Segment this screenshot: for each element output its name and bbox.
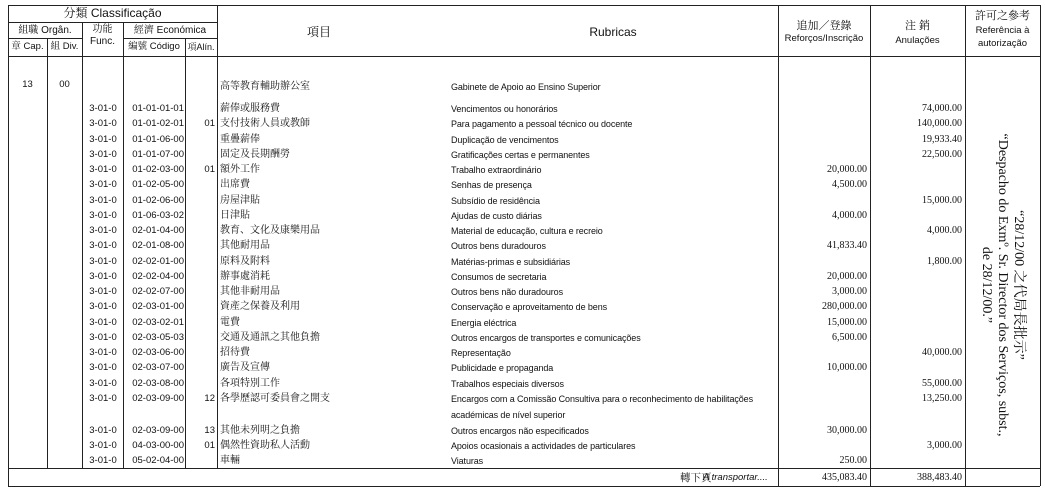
cell-reforco: 20,000.00 xyxy=(827,164,867,175)
section-cap: 13 xyxy=(22,79,33,90)
cell-codigo: 01-01-01-01 xyxy=(132,103,184,114)
cell-item: 額外工作 xyxy=(220,164,260,175)
cell-reforco: 20,000.00 xyxy=(827,270,867,282)
cell-anulacao: 13,250.00 xyxy=(922,392,962,404)
header-classificacao: 分類 Classificação xyxy=(63,6,162,20)
cell-item: 其他未列明之負擔 xyxy=(220,424,300,436)
cell-item: 薪俸或服務費 xyxy=(220,103,280,114)
cell-item: 日津貼 xyxy=(220,209,250,221)
cell-item: 出席費 xyxy=(220,179,250,191)
cell-reforco: 280,000.00 xyxy=(822,301,867,313)
cell-item: 辦事處消耗 xyxy=(220,270,270,282)
cell-func: 3-01-0 xyxy=(89,270,117,282)
cell-item: 各學歷認可委員會之開支 xyxy=(220,392,330,404)
cell-codigo: 02-02-07-00 xyxy=(132,286,184,297)
authorization-line2: “Despacho do Exmº. Sr. Director dos Serviços, subst., xyxy=(995,133,1010,437)
transport-label-pt: A transportar.... xyxy=(703,472,768,483)
cell-reforco: 15,000.00 xyxy=(827,316,867,328)
cell-codigo: 01-02-03-00 xyxy=(132,164,184,175)
cell-alinea: 01 xyxy=(204,118,215,130)
cell-item: 交通及通訊之其他負擔 xyxy=(220,331,320,343)
header-func-pt: Func. xyxy=(89,36,115,47)
cell-rubrica: Conservação e aproveitamento de bens xyxy=(451,302,608,313)
cell-codigo: 02-02-01-00 xyxy=(132,255,184,267)
cell-anulacao: 22,500.00 xyxy=(922,148,962,160)
cell-func: 3-01-0 xyxy=(89,148,117,160)
header-reforcos-zh: 追加／登錄 xyxy=(796,20,852,32)
cell-rubrica: Outros bens não duradouros xyxy=(451,287,563,297)
cell-func: 3-01-0 xyxy=(89,377,117,389)
divider xyxy=(47,38,48,468)
cell-reforco: 4,500.00 xyxy=(832,179,867,191)
total-reforcos: 435,083.40 xyxy=(822,472,867,483)
divider xyxy=(8,5,1040,6)
cell-rubrica: Publicidade e propaganda xyxy=(451,363,554,374)
cell-codigo: 02-02-04-00 xyxy=(132,270,184,282)
cell-item: 各項特別工作 xyxy=(220,377,280,389)
divider xyxy=(965,5,966,486)
divider xyxy=(8,486,1040,487)
cell-item: 支付技術人員或教師 xyxy=(220,118,310,130)
header-div: 組 Div. xyxy=(50,41,79,52)
cell-anulacao: 74,000.00 xyxy=(922,103,962,114)
cell-codigo: 02-03-08-00 xyxy=(132,377,184,389)
cell-item: 教育、文化及康樂用品 xyxy=(220,225,320,236)
divider xyxy=(8,22,217,23)
cell-rubrica: Senhas de presença xyxy=(451,180,532,191)
cell-codigo: 02-03-05-03 xyxy=(132,331,184,343)
cell-alinea: 01 xyxy=(204,439,215,451)
header-organica: 組職 Orgân. xyxy=(18,25,72,36)
cell-reforco: 30,000.00 xyxy=(827,424,867,436)
cell-rubrica: Viaturas xyxy=(451,456,484,466)
divider xyxy=(8,56,1040,57)
cell-rubrica: Apoios ocasionais a actividades de particulares xyxy=(451,440,636,451)
header-referencia-zh: 許可之參考 xyxy=(975,10,1030,22)
cell-item: 招待費 xyxy=(220,347,250,358)
cell-item: 房屋津貼 xyxy=(220,194,260,206)
cell-codigo: 01-01-07-00 xyxy=(132,148,184,160)
cell-rubrica: Gratificações certas e permanentes xyxy=(451,149,590,160)
authorization-line1: “28/12/00 之代局長批示” xyxy=(1011,210,1026,360)
authorization-line3: de 28/12/00.” xyxy=(979,246,994,324)
divider xyxy=(870,5,871,486)
cell-codigo: 02-03-01-00 xyxy=(132,301,184,313)
cell-item: 原料及附料 xyxy=(220,255,270,267)
cell-codigo: 02-01-08-00 xyxy=(132,240,184,252)
cell-item: 其他耐用品 xyxy=(220,240,270,252)
cell-rubrica: Representação xyxy=(451,348,511,358)
cell-rubrica: Outros bens duradouros xyxy=(451,241,546,252)
cell-rubrica: Trabalhos especiais diversos xyxy=(451,378,564,389)
cell-item: 其他非耐用品 xyxy=(220,286,280,297)
cell-func: 3-01-0 xyxy=(89,255,117,267)
cell-reforco: 41,833.40 xyxy=(827,240,867,252)
cell-item: 固定及長期酬勞 xyxy=(220,148,290,160)
cell-rubrica: Outros encargos não especificados xyxy=(451,425,589,436)
cell-anulacao: 3,000.00 xyxy=(927,439,962,451)
cell-rubrica: Para pagamento a pessoal técnico ou docente xyxy=(451,119,633,130)
cell-codigo: 01-01-02-01 xyxy=(132,118,184,130)
cell-codigo: 05-02-04-00 xyxy=(132,455,184,466)
cell-rubrica-continued: académicas de nível superior xyxy=(451,409,566,420)
section-div: 00 xyxy=(59,79,70,90)
cell-codigo: 01-06-03-02 xyxy=(132,209,184,221)
cell-func: 3-01-0 xyxy=(89,301,117,313)
cell-rubrica: Consumos de secretaria xyxy=(451,271,547,282)
header-cap: 章 Cap. xyxy=(11,41,44,52)
cell-codigo: 02-03-09-00 xyxy=(132,424,184,436)
cell-item: 資產之保養及利用 xyxy=(220,301,300,313)
cell-func: 3-01-0 xyxy=(89,240,117,252)
cell-rubrica: Ajudas de custo diárias xyxy=(451,210,542,221)
cell-func: 3-01-0 xyxy=(89,118,117,130)
header-item: 項目 xyxy=(307,25,332,39)
cell-rubrica: Material de educação, cultura e recreio xyxy=(451,226,603,236)
cell-rubrica: Duplicação de vencimentos xyxy=(451,134,559,145)
cell-codigo: 02-03-02-01 xyxy=(132,316,184,328)
cell-item: 偶然性資助私人活動 xyxy=(220,439,310,451)
cell-reforco: 6,500.00 xyxy=(832,331,867,343)
divider xyxy=(8,468,1040,469)
cell-rubrica: Encargos com a Comissão Consultiva para o reconhecimento de habilitações xyxy=(451,393,753,404)
cell-func: 3-01-0 xyxy=(89,455,117,466)
cell-func: 3-01-0 xyxy=(89,133,117,145)
cell-codigo: 02-03-06-00 xyxy=(132,347,184,358)
cell-func: 3-01-0 xyxy=(89,439,117,451)
cell-func: 3-01-0 xyxy=(89,225,117,236)
cell-func: 3-01-0 xyxy=(89,347,117,358)
cell-rubrica: Outros encargos de transportes e comunicações xyxy=(451,332,641,343)
total-anulacoes: 388,483.40 xyxy=(917,472,962,483)
cell-codigo: 02-03-07-00 xyxy=(132,362,184,374)
cell-func: 3-01-0 xyxy=(89,194,117,206)
divider xyxy=(217,5,218,468)
cell-anulacao: 40,000.00 xyxy=(922,347,962,358)
cell-anulacao: 140,000.00 xyxy=(917,118,962,130)
header-alinea: 項Alín. xyxy=(187,42,215,52)
divider xyxy=(1040,5,1041,486)
cell-func: 3-01-0 xyxy=(89,362,117,374)
cell-codigo: 01-01-06-00 xyxy=(132,133,184,145)
cell-anulacao: 55,000.00 xyxy=(922,377,962,389)
cell-alinea: 13 xyxy=(204,424,215,436)
cell-func: 3-01-0 xyxy=(89,316,117,328)
cell-codigo: 04-03-00-00 xyxy=(132,439,184,451)
header-economica: 經濟 Económica xyxy=(133,25,207,36)
cell-item: 廣告及宣傳 xyxy=(220,362,270,374)
section-item: 高等教育輔助辦公室 xyxy=(220,81,310,92)
cell-codigo: 02-01-04-00 xyxy=(132,225,184,236)
header-anulacoes-pt: Anulações xyxy=(895,35,940,46)
cell-func: 3-01-0 xyxy=(89,424,117,436)
cell-func: 3-01-0 xyxy=(89,392,117,404)
cell-item: 車輛 xyxy=(220,455,240,466)
cell-func: 3-01-0 xyxy=(89,103,117,114)
header-codigo: 編號 Código xyxy=(128,41,180,52)
cell-rubrica: Vencimentos ou honorários xyxy=(451,104,558,114)
cell-codigo: 02-03-09-00 xyxy=(132,392,184,404)
cell-func: 3-01-0 xyxy=(89,179,117,191)
transport-label-zh: 轉下頁 xyxy=(680,472,712,484)
cell-rubrica: Subsídio de residência xyxy=(451,195,540,206)
cell-func: 3-01-0 xyxy=(89,331,117,343)
cell-alinea: 01 xyxy=(204,164,215,175)
cell-reforco: 10,000.00 xyxy=(827,362,867,374)
section-rubrica: Gabinete de Apoio ao Ensino Superior xyxy=(451,82,601,92)
cell-rubrica: Trabalho extraordinário xyxy=(451,165,542,175)
cell-func: 3-01-0 xyxy=(89,286,117,297)
header-rubricas: Rubricas xyxy=(589,25,637,39)
divider xyxy=(82,22,83,468)
cell-item: 電費 xyxy=(220,316,240,328)
header-anulacoes-zh: 注 銷 xyxy=(904,20,931,32)
cell-anulacao: 4,000.00 xyxy=(927,225,962,236)
cell-codigo: 01-02-05-00 xyxy=(132,179,184,191)
divider xyxy=(8,38,82,39)
cell-func: 3-01-0 xyxy=(89,209,117,221)
cell-item: 重疊薪俸 xyxy=(220,133,260,145)
cell-anulacao: 19,933.40 xyxy=(922,133,962,145)
cell-reforco: 3,000.00 xyxy=(832,286,867,297)
header-referencia-pt1: Referência à xyxy=(975,25,1030,36)
header-referencia-pt2: autorização xyxy=(977,38,1028,49)
cell-anulacao: 1,800.00 xyxy=(927,255,962,267)
cell-alinea: 12 xyxy=(204,392,215,404)
cell-codigo: 01-02-06-00 xyxy=(132,194,184,206)
header-reforcos-pt: Reforços/Inscrição xyxy=(784,33,864,44)
cell-anulacao: 15,000.00 xyxy=(922,194,962,206)
cell-func: 3-01-0 xyxy=(89,164,117,175)
header-func-zh: 功能 xyxy=(92,24,113,35)
cell-reforco: 4,000.00 xyxy=(832,209,867,221)
cell-reforco: 250.00 xyxy=(839,455,867,466)
divider xyxy=(123,38,217,39)
cell-rubrica: Energia eléctrica xyxy=(451,317,517,328)
cell-rubrica: Matérias-primas e subsidiárias xyxy=(451,256,571,267)
